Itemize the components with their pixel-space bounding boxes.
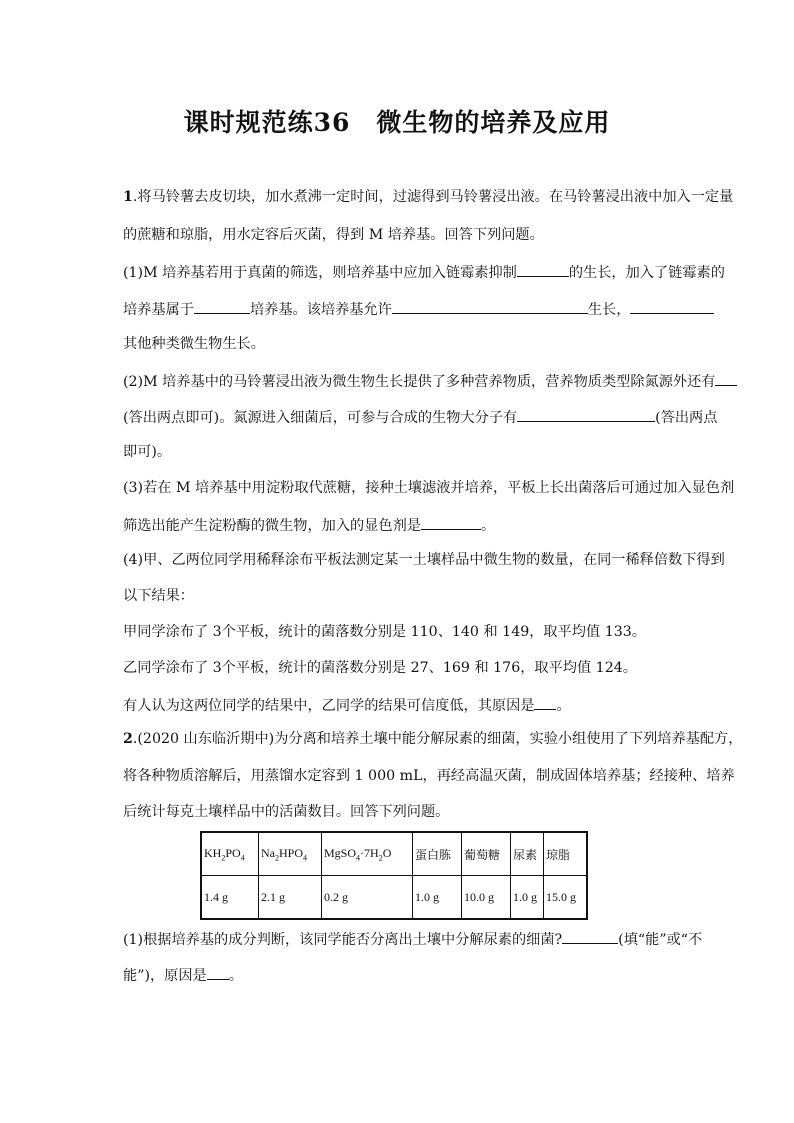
answer-blank[interactable] xyxy=(534,694,556,710)
table-row xyxy=(201,876,587,920)
q1-part3-line-1: (3)若在 M 培养基中用淀粉取代蔗糖，接种土壤滤液并培养，平板上长出菌落后可通过加入显色剂 xyxy=(123,480,735,496)
q1-part1-line-3: 其他种类微生物生长。 xyxy=(123,336,265,352)
answer-blank[interactable] xyxy=(715,370,737,386)
answer-blank[interactable] xyxy=(194,298,250,314)
q1-part1-line-1: (1)M 培养基若用于真菌的筛选，则培养基中应加入链霉素抑制 的生长，加入了链霉素的 xyxy=(123,261,703,283)
q1-line-1: 1.将马铃薯去皮切块，加水煮沸一定时间，过滤得到马铃薯浸出液。在马铃薯浸出液中加入一定量 xyxy=(123,189,734,205)
q1-part2-line-2: (答出两点即可)。氮源进入细菌后，可参与合成的生物大分子有 (答出两点 xyxy=(123,406,703,428)
q1-part2-line-1: (2)M 培养基中的马铃薯浸出液为微生物生长提供了多种营养物质，营养物质类型除氮源外还有 xyxy=(123,370,703,392)
answer-blank[interactable] xyxy=(630,298,714,314)
q2-part1-line-2: 能”)，原因是 。 xyxy=(123,964,703,986)
q2-part1-line-1: (1)根据培养基的成分判断，该同学能否分离出土壤中分解尿素的细菌? (填“能”或“不 xyxy=(123,928,703,950)
answer-blank[interactable] xyxy=(421,514,481,530)
q2-line-3: 后统计每克土壤样品中的活菌数目。回答下列问题。 xyxy=(123,804,450,820)
table-cell: 1.4 g xyxy=(201,876,259,920)
page-title: 课时规范练36 微生物的培养及应用 xyxy=(183,108,611,137)
answer-blank[interactable] xyxy=(517,261,569,277)
table-cell: 15.0 g xyxy=(544,876,588,920)
q1-part3-line-2: 筛选出能产生淀粉酶的微生物，加入的显色剂是 。 xyxy=(123,514,703,536)
table-cell: 10.0 g xyxy=(462,876,511,920)
answer-blank[interactable] xyxy=(562,928,618,944)
answer-blank[interactable] xyxy=(517,406,655,422)
table-header-cell: 琼脂 xyxy=(544,832,588,876)
q1-line-2: 的蔗糖和琼脂，用水定容后灭菌，得到 M 培养基。回答下列问题。 xyxy=(123,227,544,243)
q2-line-1: 2.(2020 山东临沂期中)为分离和培养土壤中能分解尿素的细菌，实验小组使用了下列培养基配方， xyxy=(123,731,743,747)
q1-part1-line-2: 培养基属于 培养基。该培养基允许 生长， xyxy=(123,298,703,320)
q1-part4-line-1: (4)甲、乙两位同学用稀释涂布平板法测定某一土壤样品中微生物的数量，在同一稀释倍数下得到 xyxy=(123,552,725,568)
table-header-cell: 蛋白胨 xyxy=(413,832,462,876)
q1-part4-result-b: 乙同学涂布了 3个平板，统计的菌落数分别是 27、169 和 176，取平均值 124。 xyxy=(123,660,637,676)
table-cell: 1.0 g xyxy=(413,876,462,920)
table-header-cell: $Na_2HPO_4$ xyxy=(259,832,322,876)
q1-part2-line-3: 即可)。 xyxy=(123,444,172,460)
q2-line-2: 将各种物质溶解后，用蒸馏水定容到 1 000 mL，再经高温灭菌，制成固体培养基；经接种、培养 xyxy=(123,768,735,784)
table-cell: 2.1 g xyxy=(259,876,322,920)
table-header-row xyxy=(201,832,587,876)
q1-part4-result-a: 甲同学涂布了 3个平板，统计的菌落数分别是 110、140 和 149，取平均值 133。 xyxy=(123,624,646,640)
question-number: 1 xyxy=(123,189,133,205)
answer-blank[interactable] xyxy=(392,298,588,314)
medium-formula-table xyxy=(200,831,588,920)
table-header-cell: $KH_2PO_4$ xyxy=(201,832,259,876)
q1-part4-line-5: 有人认为这两位同学的结果中，乙同学的结果可信度低，其原因是 。 xyxy=(123,694,703,716)
table-header-cell: 葡萄糖 xyxy=(462,832,511,876)
table-cell: 1.0 g xyxy=(511,876,544,920)
table-cell: 0.2 g xyxy=(322,876,413,920)
table-header-cell: 尿素 xyxy=(511,832,544,876)
answer-blank[interactable] xyxy=(207,964,229,980)
q1-part4-line-2: 以下结果： xyxy=(123,588,194,604)
question-number: 2 xyxy=(123,731,133,747)
table-header-cell: $MgSO_4\cdot 7H_2O$ xyxy=(322,832,413,876)
